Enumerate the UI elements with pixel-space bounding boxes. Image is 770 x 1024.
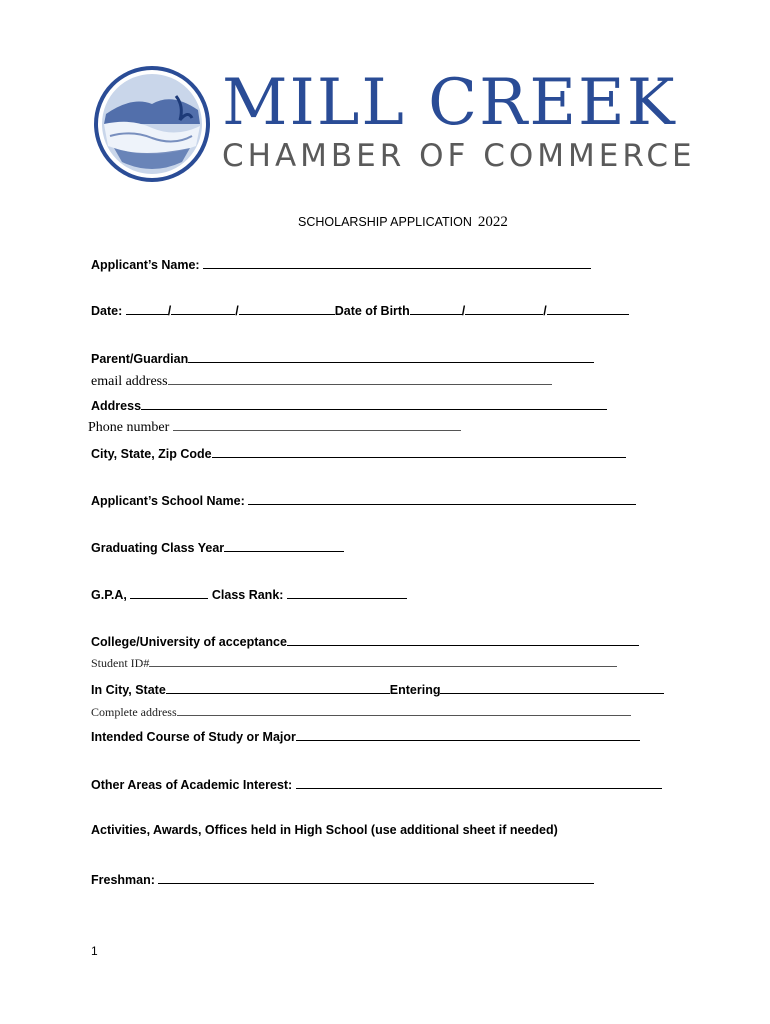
dob-day-field[interactable]: [465, 302, 543, 315]
parent-guardian-field[interactable]: [188, 350, 594, 363]
date-year-field[interactable]: [239, 302, 335, 315]
form-title-text: SCHOLARSHIP APPLICATION: [298, 215, 472, 229]
other-interests-label: Other Areas of Academic Interest:: [91, 778, 293, 792]
freshman-label: Freshman:: [91, 873, 155, 887]
date-separator: /: [543, 304, 547, 318]
date-separator: /: [167, 304, 172, 318]
city-state-zip-label: City, State, Zip Code: [91, 447, 212, 461]
complete-address-row: [91, 703, 631, 720]
dob-year-field[interactable]: [547, 302, 629, 315]
in-city-state-label: In City, State: [91, 683, 166, 697]
freshman-field[interactable]: [158, 871, 594, 884]
applicant-name-label: Applicant’s Name:: [91, 258, 200, 272]
activities-row: [91, 823, 558, 837]
form-title: [298, 214, 508, 231]
school-name-label: Applicant’s School Name:: [91, 494, 245, 508]
parent-guardian-row: [91, 350, 594, 366]
phone-label: Phone number: [88, 420, 170, 435]
graduating-class-row: [91, 539, 344, 555]
applicant-name-field[interactable]: [203, 256, 591, 269]
date-row: [91, 302, 629, 318]
date-of-birth-label: Date of Birth: [334, 304, 410, 318]
gpa-rank-row: [91, 586, 407, 602]
date-separator: /: [235, 304, 239, 318]
logo-title: MILL CREEK: [222, 66, 677, 140]
in-city-state-field[interactable]: [166, 681, 390, 694]
email-label: email address: [91, 374, 168, 389]
class-rank-field[interactable]: [287, 586, 407, 599]
dob-month-field[interactable]: [410, 302, 462, 315]
page-number: 1: [91, 944, 98, 958]
date-separator: /: [461, 304, 466, 318]
creek-landscape-seal-icon: [92, 66, 216, 186]
entering-field[interactable]: [440, 681, 664, 694]
email-field[interactable]: [168, 372, 552, 385]
parent-guardian-label: Parent/Guardian: [91, 352, 189, 366]
date-month-field[interactable]: [126, 302, 168, 315]
complete-address-label: Complete address: [91, 705, 177, 719]
school-name-row: [91, 492, 636, 508]
student-id-label: Student ID#: [91, 656, 150, 670]
complete-address-field[interactable]: [177, 703, 631, 716]
date-day-field[interactable]: [171, 302, 235, 315]
gpa-field[interactable]: [130, 586, 208, 599]
school-name-field[interactable]: [248, 492, 636, 505]
class-rank-label: Class Rank:: [211, 588, 284, 602]
address-label: Address: [91, 399, 142, 413]
form-year: 2022: [477, 214, 508, 230]
address-row: [91, 397, 607, 413]
student-id-field[interactable]: [149, 654, 617, 667]
college-field[interactable]: [287, 633, 639, 646]
city-state-zip-field[interactable]: [212, 445, 626, 458]
graduating-class-field[interactable]: [224, 539, 344, 552]
phone-field[interactable]: [173, 418, 461, 431]
applicant-name-row: [91, 256, 591, 272]
intended-course-label: Intended Course of Study or Major: [91, 730, 296, 744]
logo-subtitle: CHAMBER OF COMMERCE: [222, 138, 696, 174]
other-interests-row: [91, 776, 662, 792]
city-entering-row: [91, 681, 664, 697]
college-label: College/University of acceptance: [91, 635, 287, 649]
date-label: Date:: [91, 304, 123, 318]
phone-row: [88, 418, 461, 436]
address-field[interactable]: [141, 397, 607, 410]
intended-course-row: [91, 728, 640, 744]
graduating-class-label: Graduating Class Year: [91, 541, 225, 555]
other-interests-field[interactable]: [296, 776, 662, 789]
email-row: [91, 372, 552, 390]
entering-label: Entering: [389, 683, 441, 697]
freshman-row: [91, 871, 594, 887]
intended-course-field[interactable]: [296, 728, 640, 741]
mill-creek-logo: [92, 66, 696, 186]
gpa-label: G.P.A,: [91, 588, 127, 602]
activities-label: Activities, Awards, Offices held in High School (use additional sheet if needed): [91, 823, 558, 837]
student-id-row: [91, 654, 617, 671]
city-state-zip-row: [91, 445, 626, 461]
college-row: [91, 633, 639, 649]
